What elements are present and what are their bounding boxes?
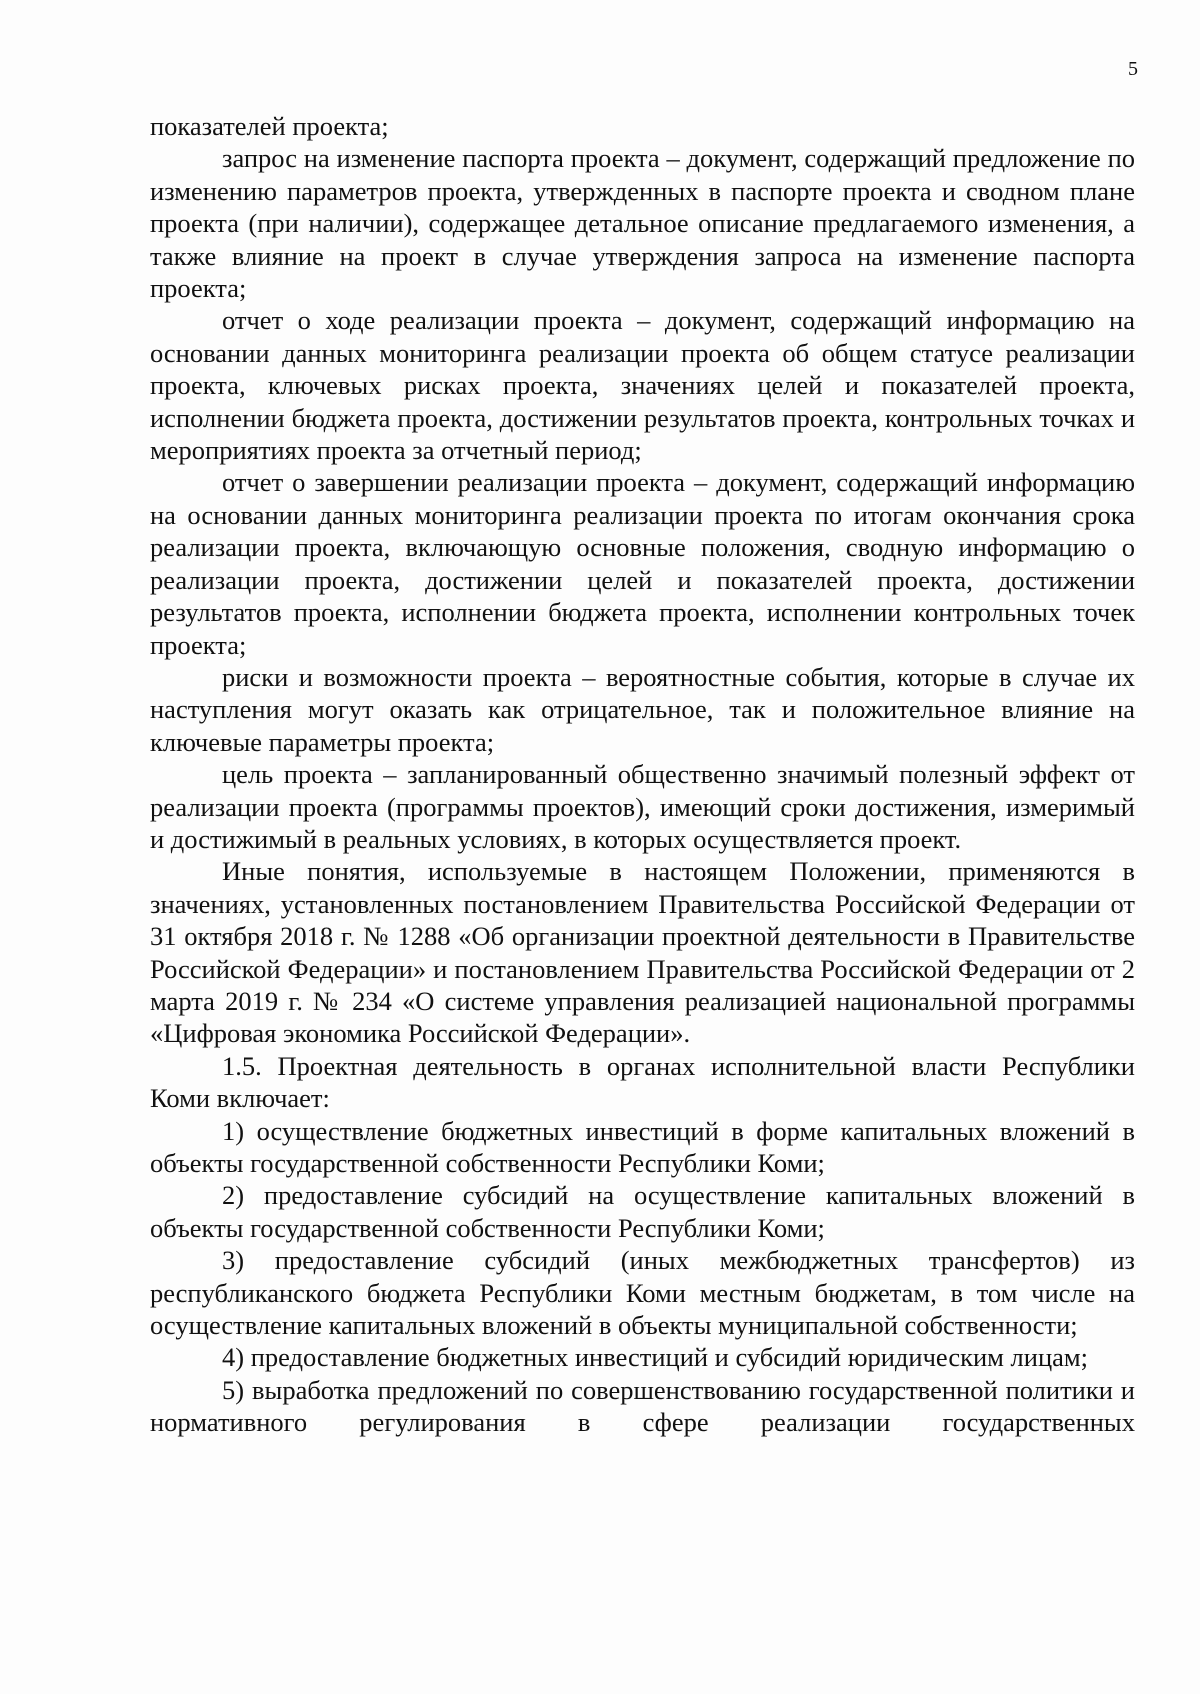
paragraph-8: 1.5. Проектная деятельность в органах исполнительной власти Республики Коми включает: [150, 1050, 1135, 1114]
page-number: 5 [1128, 58, 1138, 80]
paragraph-12: 4) предоставление бюджетных инвестиций и субсидий юридическим лицам; [222, 1342, 1089, 1373]
paragraph-1: показателей проекта; [150, 111, 389, 141]
paragraph-7: Иные понятия, используемые в настоящем Положении, применяются в значениях, установленных постановлением Правительства Российской Федерации от 31 октября 2018 г. № 1288 «Об организации проектной деятельности в Правительстве Российской Федерации» и постановлением Правительства Российской Федерации от 2 марта 2019 г. № 234 «О системе управления реализацией национальной программы «Цифровая экономика Российской Федерации». [150, 856, 1135, 1049]
paragraph-9: 1) осуществление бюджетных инвестиций в форме капитальных вложений в объекты государственной собственности Республики Коми; [150, 1115, 1135, 1178]
paragraph-10: 2) предоставление субсидий на осуществление капитальных вложений в объекты государственной собственности Республики Коми; [150, 1180, 1135, 1243]
paragraph-2: запрос на изменение паспорта проекта – документ, содержащий предложение по изменению параметров проекта, утвержденных в паспорте проекта и сводном плане проекта (при наличии), содержащее детальное описание предлагаемого изменения, а также влияние на проект в случае утверждения запроса на изменение паспорта проекта; [150, 143, 1135, 304]
paragraph-6: цель проекта – запланированный общественно значимый полезный эффект от реализации проекта (программы проектов), имеющий сроки достижения, измеримый и достижимый в реальных условиях, в которых осуществляется проект. [150, 759, 1135, 854]
paragraph-11: 3) предоставление субсидий (иных межбюджетных трансфертов) из республиканского бюджета Республики Коми местным бюджетам, в том числе на осуществление капитальных вложений в объекты муниципальной собственности; [150, 1245, 1135, 1341]
document-body [150, 110, 1135, 1439]
paragraph-13: 5) выработка предложений по совершенствованию государственной политики и нормативного регулирования в сфере реализации государственных [150, 1374, 1135, 1438]
paragraph-4: отчет о завершении реализации проекта – документ, содержащий информацию на основании данных мониторинга реализации проекта по итогам окончания срока реализации проекта, включающую основные положения, сводную информацию о реализации проекта, достижении целей и показателей проекта, достижении результатов проекта, исполнении бюджета проекта, исполнении контрольных точек проекта; [150, 467, 1135, 660]
paragraph-3: отчет о ходе реализации проекта – документ, содержащий информацию на основании данных мониторинга реализации проекта об общем статусе реализации проекта, ключевых рисках проекта, значениях целей и показателей проекта, исполнении бюджета проекта, достижении результатов проекта, контрольных точках и мероприятиях проекта за отчетный период; [150, 305, 1135, 466]
paragraph-5: риски и возможности проекта – вероятностные события, которые в случае их наступления могут оказать как отрицательное, так и положительное влияние на ключевые параметры проекта; [150, 661, 1135, 757]
